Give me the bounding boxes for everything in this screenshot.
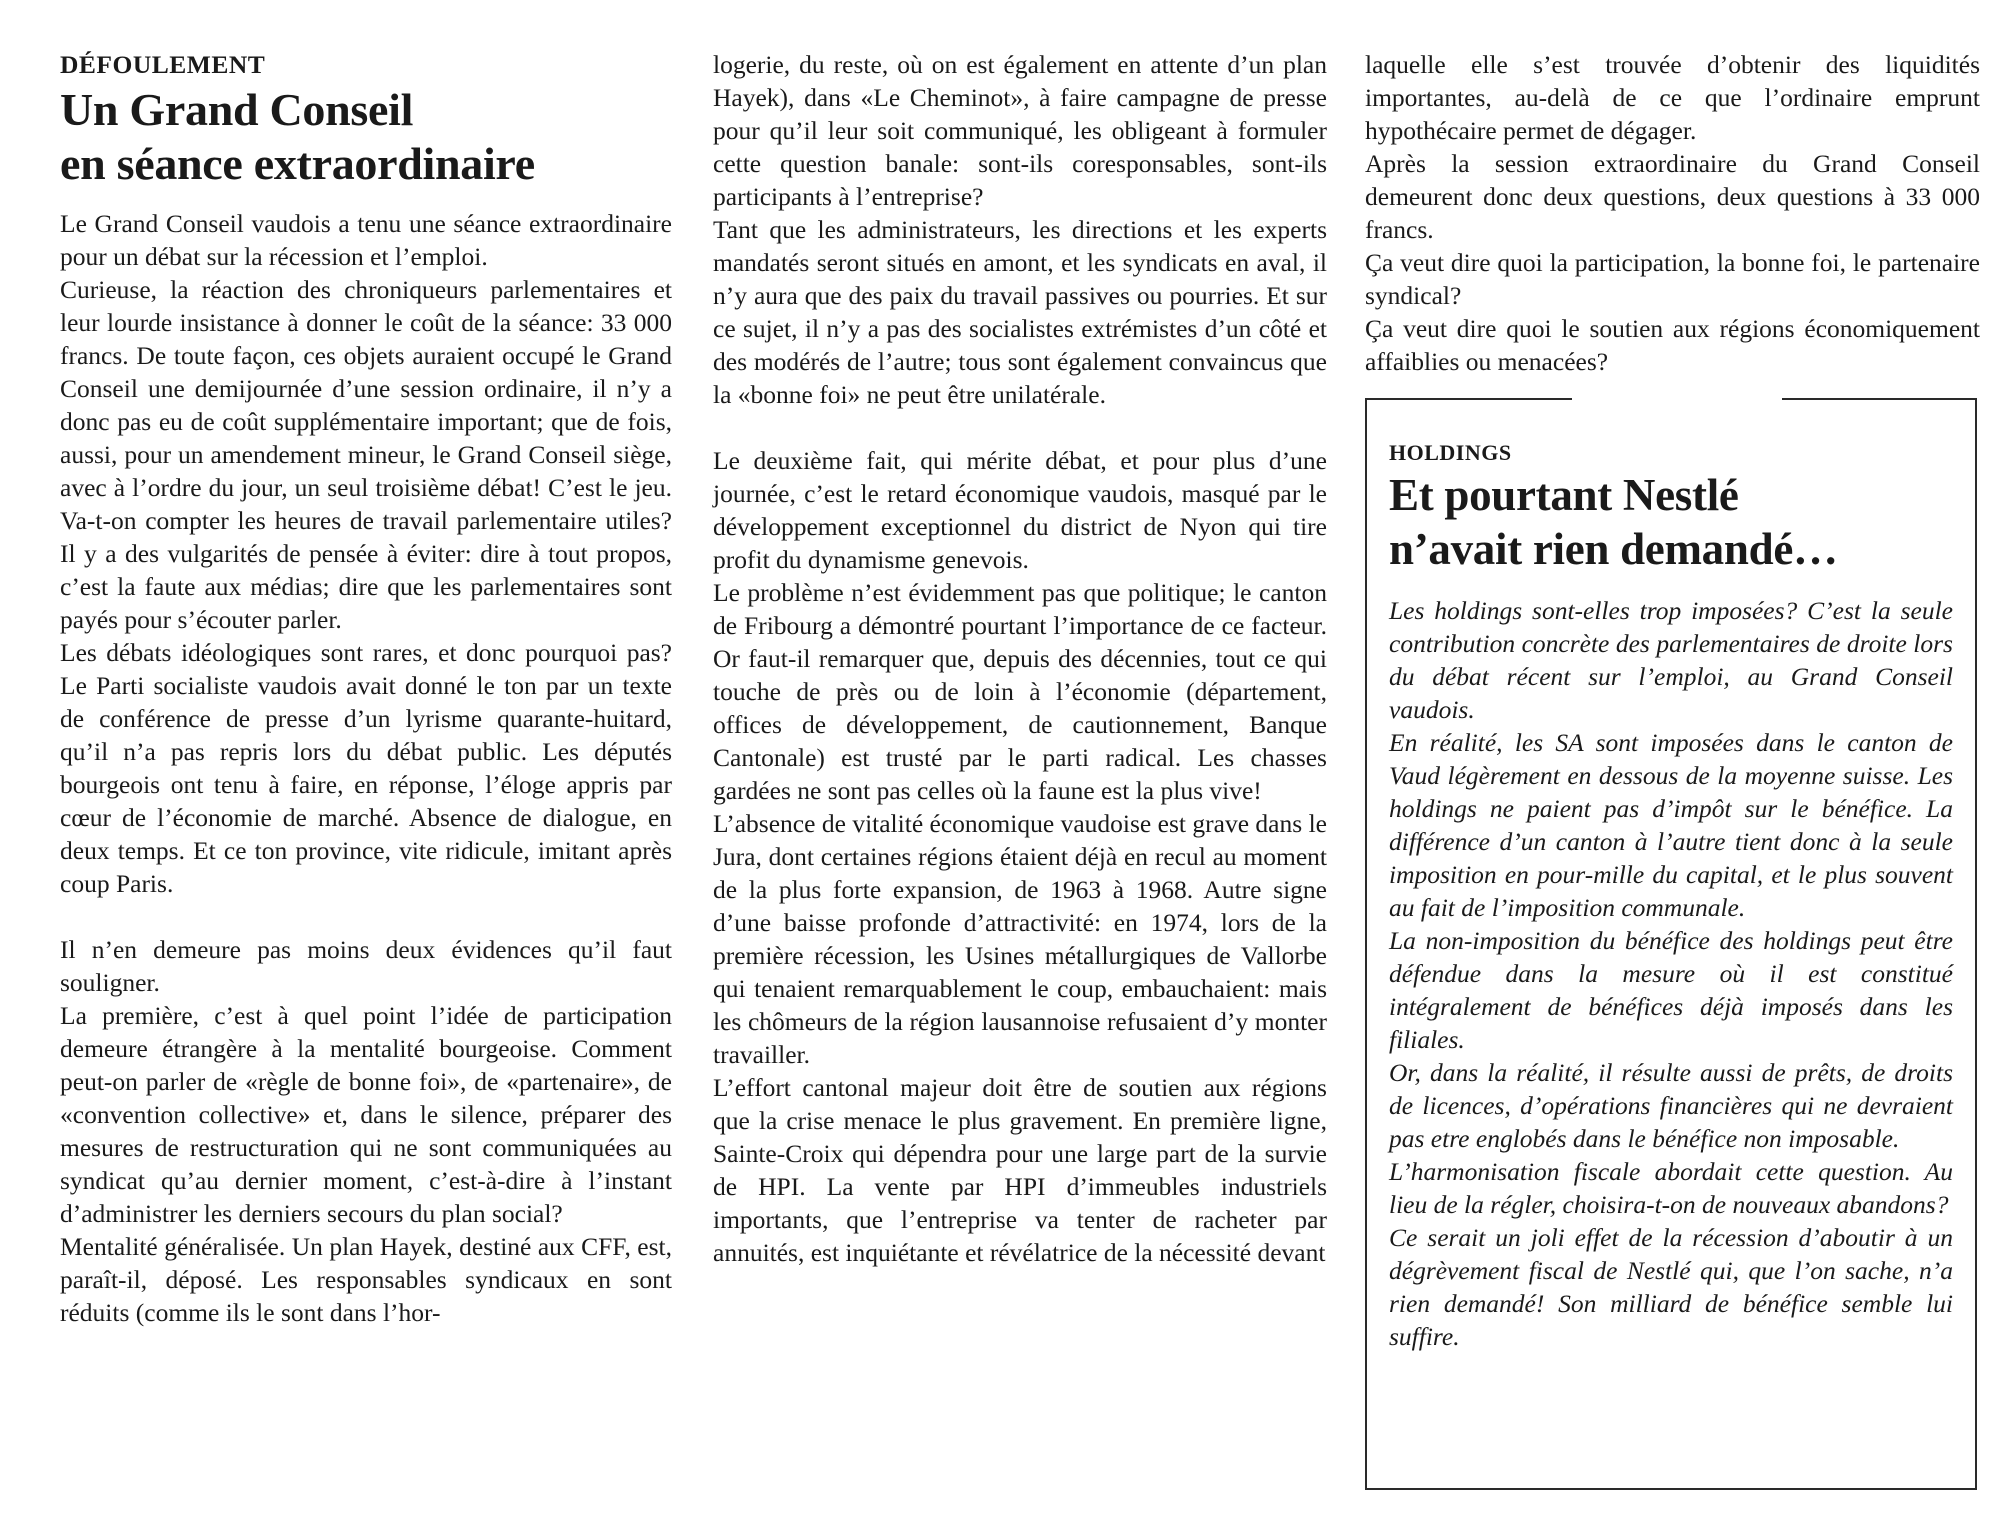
article-paragraph: Ça veut dire quoi le soutien aux régions économiquement affaiblies ou menacées? (1365, 314, 1980, 376)
sidebar-headline-line2: n’avait rien demandé… (1389, 524, 1838, 574)
sidebar-headline (1389, 468, 1953, 576)
article-paragraph: La première, c’est à quel point l’idée de participation demeure étrangère à la mentalité bourgeoise. Comment peut-on parler de «règle de bonne foi», de «partenaire», de «convention collective» et, dans le silence, préparer des mesures de restructuration qui ne sont communiquées au syndicat qu’au dernier moment, c’est-à-dire à l’instant d’administrer les derniers secours du plan social? (60, 1001, 672, 1228)
article-paragraph: L’absence de vitalité économique vaudoise est grave dans le Jura, dont certaines régions étaient déjà en recul au moment de la plus forte expansion, de 1963 à 1968. Autre signe d’une baisse profonde d’attractivité: en 1974, lors de la première récession, les Usines métallurgiques de Vallorbe qui tenaient remarquablement le coup, embauchaient: mais les chômeurs de la région lausannoise refusaient d’y monter travailler. (713, 809, 1327, 1069)
sidebar-paragraph: Or, dans la réalité, il résulte aussi de prêts, de droits de licences, d’opérations financières qui ne devraient pas etre englobés dans le bénéfice non imposable. (1389, 1058, 1953, 1153)
article-paragraph: Après la session extraordinaire du Grand Conseil demeurent donc deux questions, deux questions à 33 000 francs. (1365, 149, 1980, 244)
article-paragraph: Le Grand Conseil vaudois a tenu une séance extraordinaire pour un débat sur la récession et l’emploi. (60, 209, 672, 271)
article-headline-line1: Un Grand Conseil (60, 84, 414, 135)
article-paragraph: Ça veut dire quoi la participation, la bonne foi, le partenaire syndical? (1365, 248, 1980, 310)
article-paragraph: Curieuse, la réaction des chroniqueurs parlementaires et leur lourde insistance à donner le coût de la séance: 33 000 francs. De toute façon, ces objets auraient occupé le Grand Conseil une demijournée d’une session ordinaire, il n’y a donc pas eu de coût supplémentaire important; que de fois, aussi, pour un amendement mineur, le Grand Conseil siège, avec à l’ordre du jour, un seul troisième débat! C’est le jeu. Va-t-on compter les heures de travail parlementaire utiles? Il y a des vulgarités de pensée à éviter: dire à tout propos, c’est la faute aux médias; dire que les parlementaires sont payés pour s’écouter parler. (60, 275, 672, 634)
sidebar-paragraph: L’harmonisation fiscale abordait cette question. Au lieu de la régler, choisira-t-on de nouveaux abandons? (1389, 1157, 1953, 1219)
sidebar-paragraph: La non-imposition du bénéfice des holdings peut être défendue dans la mesure où il est constitué intégralement de bénéfices déjà imposés dans les filiales. (1389, 926, 1953, 1054)
article-headline (60, 83, 672, 191)
article-paragraph: Les débats idéologiques sont rares, et donc pourquoi pas? Le Parti socialiste vaudois avait donné le ton par un texte de conférence de presse d’un lyrisme quarante-huitard, qu’il n’a pas repris lors du débat public. Les députés bourgeois ont tenu à faire, en réponse, l’éloge appris par cœur de l’économie de marché. Absence de dialogue, en deux temps. Et ce ton province, vite ridicule, imitant après coup Paris. (60, 638, 672, 898)
article-paragraph: Il n’en demeure pas moins deux évidences qu’il faut souligner. (60, 935, 672, 997)
article-column-1 (60, 48, 672, 1329)
article-column-2 (713, 48, 1327, 1269)
article-paragraph: Le deuxième fait, qui mérite débat, et pour plus d’une journée, c’est le retard économique vaudois, masqué par le développement exceptionnel du district de Nyon qui tire profit du dynamisme genevois. (713, 446, 1327, 574)
sidebar-paragraph: Ce serait un joli effet de la récession d’aboutir à un dégrèvement fiscal de Nestlé qui, que l’on sache, n’a rien demandé! Son milliard de bénéfice semble lui suffire. (1389, 1223, 1953, 1351)
article-paragraph: Le problème n’est évidemment pas que politique; le canton de Fribourg a démontré pourtant l’importance de ce facteur. Or faut-il remarquer que, depuis des décennies, tout ce qui touche de près ou de loin à l’économie (département, offices de développement, de cautionnement, Banque Cantonale) est trusté par le parti radical. Les chasses gardées ne sont pas celles où la faune est la plus vive! (713, 578, 1327, 805)
article-paragraph: Tant que les administrateurs, les directions et les experts mandatés seront situés en amont, et les syndicats en aval, il n’y aura que des paix du travail passives ou pourries. Et sur ce sujet, il n’y a pas des socialistes extrémistes d’un côté et des modérés de l’autre; tous sont également convaincus que la «bonne foi» ne peut être unilatérale. (713, 215, 1327, 409)
article-paragraph: L’effort cantonal majeur doit être de soutien aux régions que la crise menace le plus gravement. En première ligne, Sainte-Croix qui dépendra pour une large part de la survie de HPI. La vente par HPI d’immeubles industriels importants, que l’entreprise va tenter de racheter par annuités, est inquiétante et révélatrice de la nécessité devant (713, 1073, 1327, 1267)
sidebar-body (1389, 594, 1953, 1353)
sidebar-headline-line1: Et pourtant Nestlé (1389, 470, 1739, 520)
sidebar-box (1365, 398, 1977, 1490)
article-kicker: DÉFOULEMENT (60, 50, 266, 79)
box-border-gap (1572, 397, 1782, 401)
sidebar-paragraph: En réalité, les SA sont imposées dans le canton de Vaud légèrement en dessous de la moyenne suisse. Les holdings ne paient pas d’impôt sur le bénéfice. La différence d’un canton à l’autre tient donc à la seule imposition en pour-mille du capital, et le plus souvent au fait de l’imposition communale. (1389, 728, 1953, 922)
article-paragraph: logerie, du reste, où on est également en attente d’un plan Hayek), dans «Le Cheminot», à faire campagne de presse pour qu’il leur soit communiqué, les obligeant à formuler cette question banale: sont-ils coresponsables, sont-ils participants à l’entreprise? (713, 50, 1327, 211)
article-paragraph: Mentalité généralisée. Un plan Hayek, destiné aux CFF, est, paraît-il, déposé. Les responsables syndicaux en sont réduits (comme ils le sont dans l’hor- (60, 1232, 672, 1327)
article-column-3 (1365, 48, 1980, 378)
article-paragraph: laquelle elle s’est trouvée d’obtenir des liquidités importantes, au-delà de ce que l’ordinaire emprunt hypothécaire permet de dégager. (1365, 50, 1980, 145)
sidebar-paragraph: Les holdings sont-elles trop imposées? C’est la seule contribution concrète des parlementaires de droite lors du débat récent sur l’emploi, au Grand Conseil vaudois. (1389, 596, 1953, 724)
article-headline-line2: en séance extraordinaire (60, 138, 535, 189)
sidebar-kicker: HOLDINGS (1389, 440, 1512, 465)
